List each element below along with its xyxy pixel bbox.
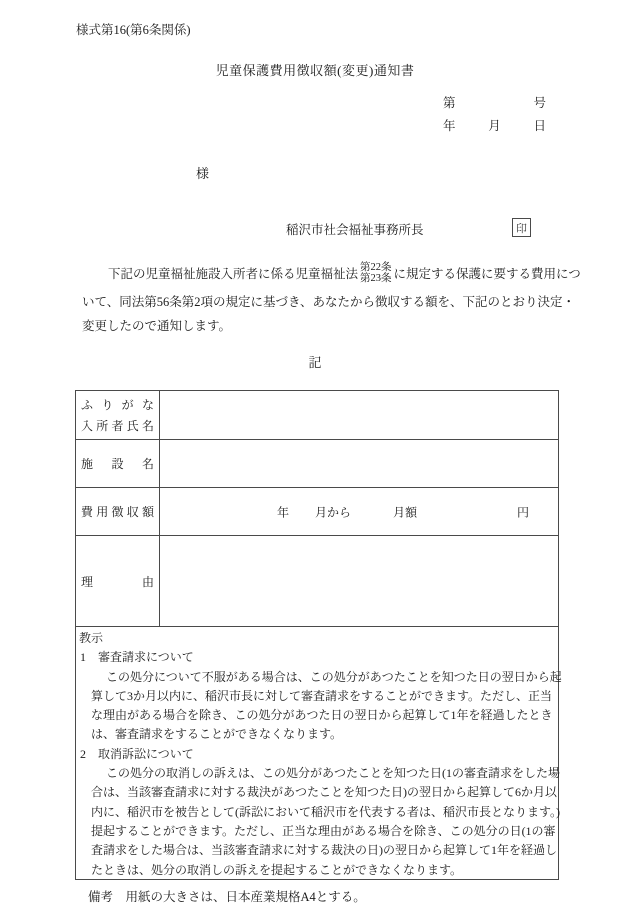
- fee-month-from-label: 月から: [315, 505, 352, 519]
- notice-line: 査請求をした場合は、当該審査請求に対する裁決の日)の翌日から起算して1年を経過し: [91, 843, 557, 858]
- form-code: 様式第16(第6条関係): [76, 23, 191, 37]
- row-label-facility: [76, 440, 160, 487]
- label-reason: 理由: [81, 574, 154, 589]
- body-line-2: いて、同法第56条第2項の規定に基づき、あなたから徴収する額を、下記のとおり決定・: [82, 295, 576, 309]
- notice-line: 合は、当該審査請求に対する裁決があつたことを知つた日)の翌日から起算して6か月以: [91, 785, 557, 800]
- page-title: 児童保護費用徴収額(変更)通知書: [215, 63, 415, 78]
- value-fee-amount: [160, 488, 558, 535]
- ki-marker: 記: [308, 355, 322, 370]
- notice-line: な理由がある場合を除き、この処分があつた日の翌日から起算して1年を経過したとき: [91, 708, 553, 723]
- law-article-23: 第23条: [360, 273, 392, 284]
- body-line1-post: に規定する保護に要する費用につ: [393, 267, 581, 281]
- table-row-reason: [76, 536, 558, 627]
- table-row-fee-amount: [76, 488, 558, 536]
- issuer-name: 稲沢市社会福祉事務所長: [286, 223, 424, 237]
- seal-stamp: [512, 218, 531, 237]
- notice-section: [76, 627, 562, 879]
- row-label-reason: [76, 536, 160, 626]
- law-article-22: 第22条: [360, 261, 392, 273]
- document-number-line: [443, 93, 546, 111]
- label-fee-amount: 費用徴収額: [81, 505, 154, 519]
- label-furigana: ふりがな: [81, 397, 154, 412]
- row-label-furigana-name: [76, 391, 160, 439]
- row-label-fee-amount: [76, 488, 160, 535]
- notice-heading: 教示: [79, 631, 104, 645]
- fee-table: [75, 390, 562, 880]
- fee-year-label: 年: [277, 505, 290, 519]
- fee-yen-label: 円: [517, 505, 530, 519]
- date-day-label: 日: [533, 119, 546, 133]
- value-reason: [160, 536, 558, 626]
- table-row-facility: [76, 440, 558, 488]
- notice-line: 算して3か月以内に、稲沢市長に対して審査請求をすることができます。ただし、正当: [91, 688, 553, 703]
- paper-size-remark: 備考 用紙の大きさは、日本産業規格A4とする。: [88, 890, 366, 904]
- law-article-fraction: [360, 262, 392, 285]
- body-line1-pre: 下記の児童福祉施設入所者に係る児童福祉法: [108, 267, 359, 281]
- notice-line: は、審査請求をすることができなくなります。: [91, 727, 343, 742]
- table-row-furigana-name: [76, 391, 558, 440]
- notice-line: この処分の取消しの訴えは、この処分があつたことを知つた日(1の審査請求をした場: [106, 766, 560, 781]
- fee-monthly-label: 月額: [393, 505, 418, 519]
- notice-item-2: 2 取消訴訟について: [80, 746, 194, 761]
- value-facility-name: [160, 440, 558, 487]
- value-resident-name: [160, 391, 558, 439]
- label-facility-name: 施設名: [81, 457, 154, 471]
- doc-number-suffix: 号: [533, 96, 546, 110]
- addressee-suffix: 様: [196, 166, 210, 181]
- notice-line: この処分について不服がある場合は、この処分があつたことを知つた日の翌日から起: [106, 669, 562, 684]
- body-line-3: 変更したので通知します。: [82, 319, 232, 333]
- notice-line: 内に、稲沢市を被告として(訴訟において稲沢市を代表する者は、稲沢市長となります。): [91, 804, 561, 819]
- document-date-line: [443, 116, 546, 134]
- date-month-label: 月: [488, 119, 501, 133]
- label-resident-name: 入所者氏名: [81, 419, 154, 434]
- date-year-label: 年: [443, 119, 456, 133]
- notice-line: たときは、処分の取消しの訴えを提起することができなくなります。: [91, 862, 463, 877]
- body-paragraph: [82, 256, 581, 338]
- notice-item-1: 1 審査請求について: [80, 650, 194, 665]
- notice-line: 提起することができます。ただし、正当な理由がある場合を除き、この処分の日(1の審: [91, 823, 556, 838]
- body-line-1: [82, 256, 581, 290]
- doc-number-prefix: 第: [443, 96, 456, 110]
- seal-character: 印: [516, 222, 527, 235]
